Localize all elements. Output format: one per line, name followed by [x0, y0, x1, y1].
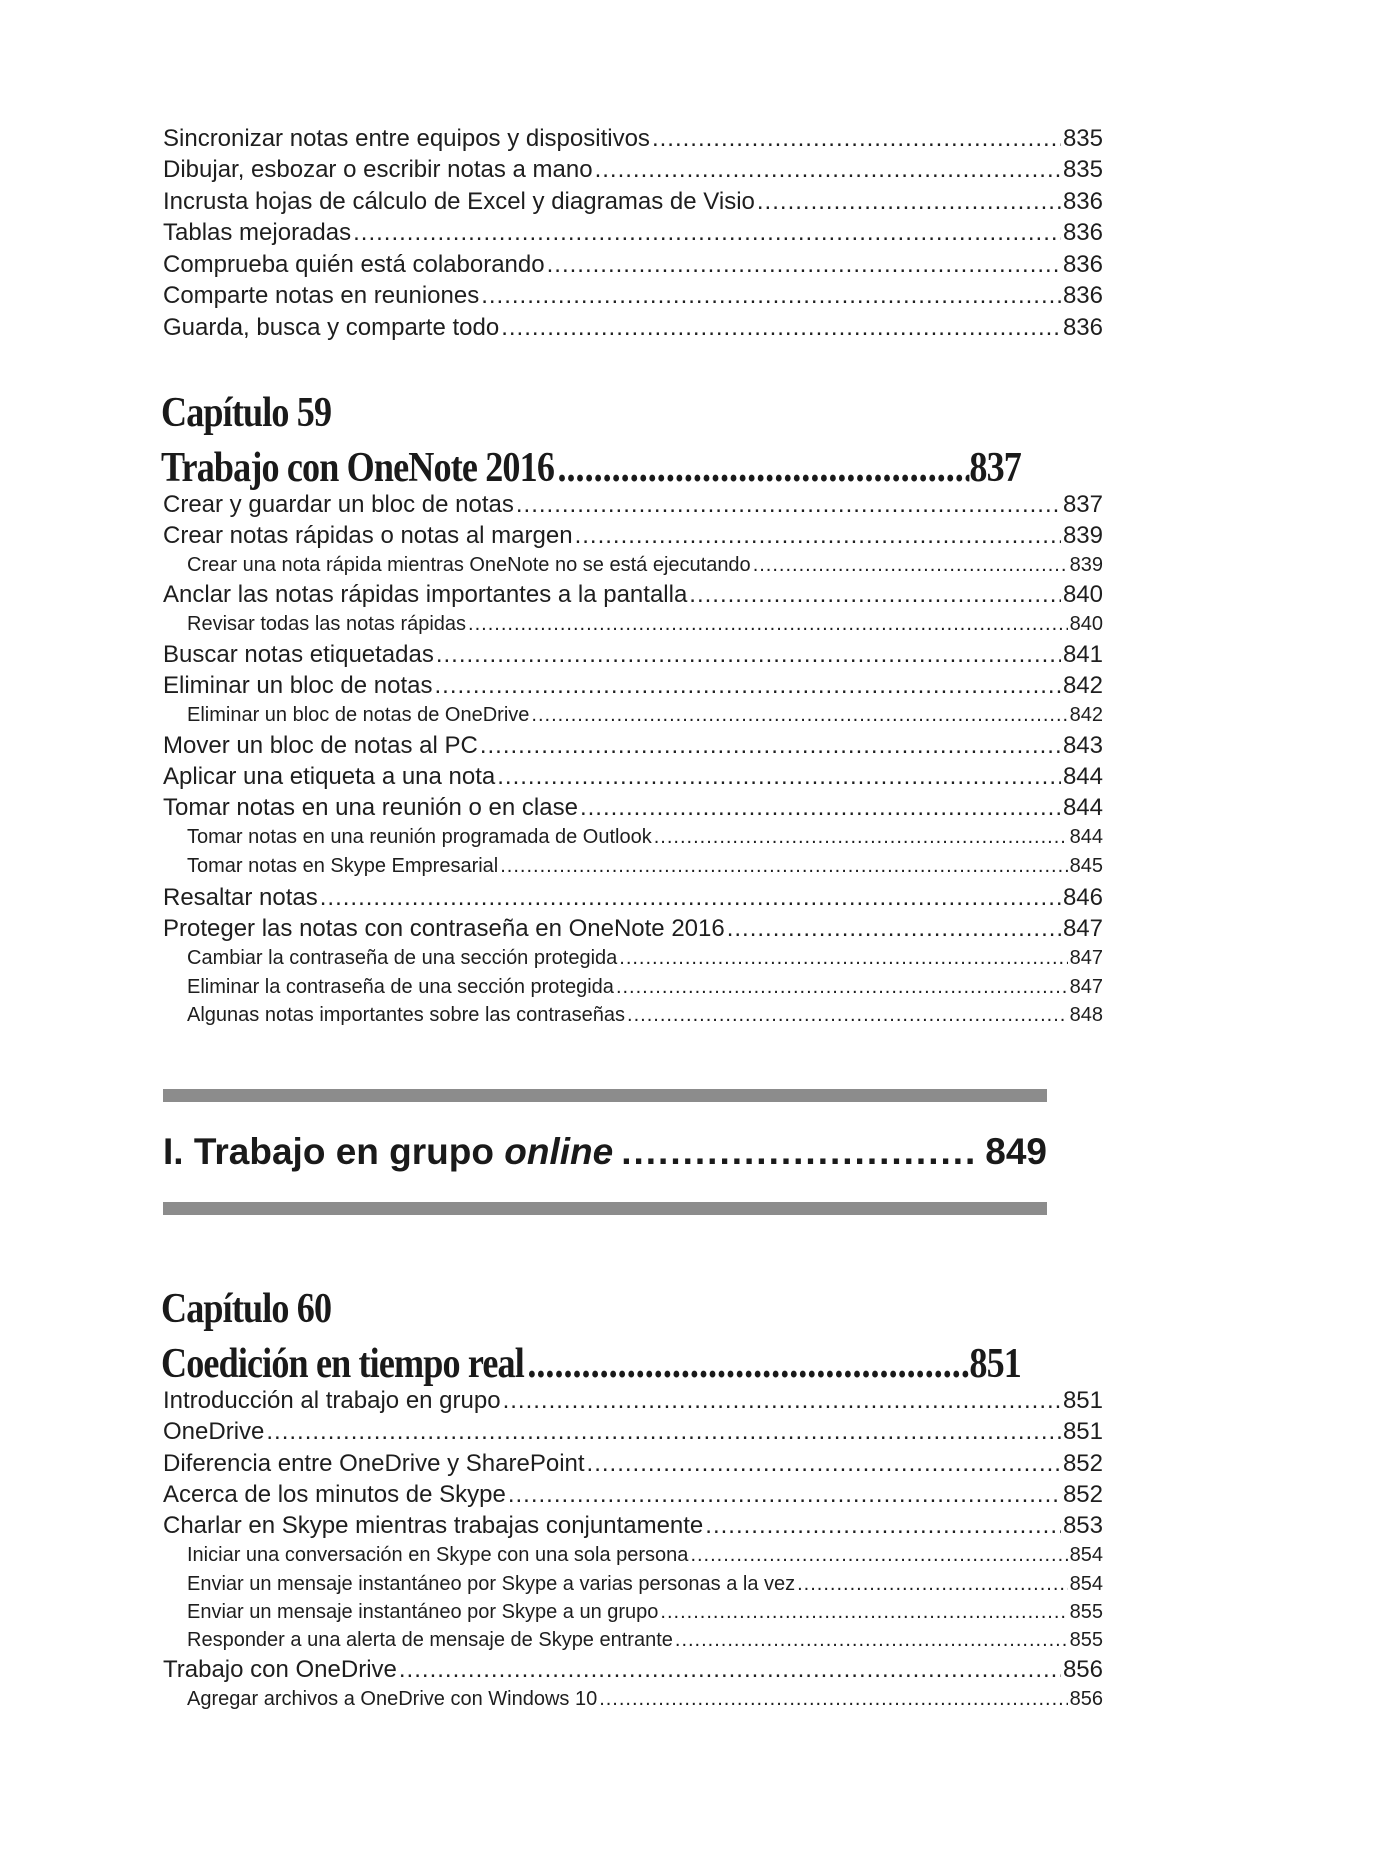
toc-entry-page: 841: [1062, 641, 1103, 668]
dot-leader: [797, 1571, 1068, 1597]
dot-leader: [727, 914, 1061, 944]
toc-entry-page: 837: [1062, 491, 1103, 518]
toc-entry: [163, 1417, 1103, 1447]
toc-entry-page: 848: [1069, 1004, 1103, 1026]
dot-leader: [753, 552, 1068, 578]
toc-entry-page: 847: [1069, 947, 1103, 969]
part-title-text: [163, 1126, 613, 1178]
toc-entry-page: 852: [1062, 1481, 1103, 1508]
toc-entry-title: Comprueba quién está colaborando: [163, 251, 545, 278]
toc-entry-title: Comparte notas en reuniones: [163, 282, 480, 309]
toc-subentry: [187, 702, 1103, 728]
chapter-title: [161, 1337, 1021, 1391]
dot-leader: [497, 762, 1061, 792]
dot-leader: [627, 1002, 1068, 1028]
dot-leader: [547, 250, 1061, 280]
part-top-rule: [163, 1089, 1047, 1102]
toc-entry: [163, 124, 1103, 154]
toc-entry-page: 840: [1062, 581, 1103, 608]
toc-entry: [163, 187, 1103, 217]
toc-entry: [163, 883, 1103, 913]
chapter-title-text: Coedición en tiempo real: [161, 1341, 524, 1387]
toc-subentry: [187, 1627, 1103, 1653]
toc-entry-title: Guarda, busca y comparte todo: [163, 314, 500, 341]
toc-entry-title: Proteger las notas con contraseña en OneNote 2016: [163, 915, 725, 942]
toc-entry: [163, 490, 1103, 520]
toc-entry-page: 840: [1069, 613, 1103, 635]
toc-entry-page: 851: [1062, 1418, 1103, 1445]
dot-leader: [516, 490, 1061, 520]
toc-entry-page: 839: [1069, 554, 1103, 576]
toc-entry-page: 844: [1062, 794, 1103, 821]
dot-leader: [599, 1686, 1067, 1712]
toc-entry-title: Crear notas rápidas o notas al margen: [163, 522, 573, 549]
toc-entry-page: 847: [1062, 915, 1103, 942]
dot-leader: [587, 1449, 1061, 1479]
dot-leader: [690, 1542, 1067, 1568]
toc-entry-title: Aplicar una etiqueta a una nota: [163, 763, 496, 790]
toc-entry-page: 855: [1069, 1629, 1103, 1651]
toc-entry-title: Dibujar, esbozar o escribir notas a mano: [163, 156, 593, 183]
dot-leader: [266, 1417, 1061, 1447]
toc-subentry: [187, 1542, 1103, 1568]
toc-entry-page: 851: [1062, 1387, 1103, 1414]
toc-subentry: [187, 611, 1103, 637]
dot-leader: [619, 945, 1067, 971]
toc-entry-title: Tablas mejoradas: [163, 219, 352, 246]
toc-entry-page: 854: [1069, 1573, 1103, 1595]
dot-leader: [705, 1511, 1061, 1541]
toc-entry: [163, 1655, 1103, 1685]
part-page: 849: [985, 1131, 1047, 1172]
toc-entry-title: Tomar notas en Skype Empresarial: [187, 855, 499, 877]
toc-entry-page: 836: [1062, 282, 1103, 309]
toc-entry-title: Enviar un mensaje instantáneo por Skype a varias personas a la vez: [187, 1573, 796, 1595]
dot-leader: [480, 731, 1061, 761]
toc-subentry: [187, 1571, 1103, 1597]
toc-entry-title: Charlar en Skype mientras trabajas conjuntamente: [163, 1512, 704, 1539]
dot-leader: [580, 793, 1061, 823]
toc-subentry: [187, 974, 1103, 1000]
chapter-title: [161, 441, 1021, 495]
toc-subentry: [187, 1002, 1103, 1028]
toc-entry: [163, 793, 1103, 823]
toc-entry-page: 843: [1062, 732, 1103, 759]
toc-entry-title: Eliminar un bloc de notas de OneDrive: [187, 704, 530, 726]
toc-entry-title: Eliminar un bloc de notas: [163, 672, 433, 699]
toc-entry-page: 836: [1062, 219, 1103, 246]
toc-entry: [163, 640, 1103, 670]
toc-entry-title: Buscar notas etiquetadas: [163, 641, 434, 668]
toc-entry: [163, 1511, 1103, 1541]
part-title-emphasis: online: [504, 1131, 614, 1172]
dot-leader: [500, 853, 1067, 879]
chapter-page: 851: [969, 1341, 1021, 1387]
toc-entry: [163, 580, 1103, 610]
toc-subentry: [187, 945, 1103, 971]
dot-leader: [675, 1627, 1068, 1653]
toc-subentry: [187, 552, 1103, 578]
dot-leader: [399, 1655, 1061, 1685]
toc-entry: [163, 731, 1103, 761]
toc-entry: [163, 313, 1103, 343]
toc-entry-page: 836: [1062, 251, 1103, 278]
toc-entry-page: 853: [1062, 1512, 1103, 1539]
toc-entry: [163, 1480, 1103, 1510]
toc-entry-title: Responder a una alerta de mensaje de Skype entrante: [187, 1629, 673, 1651]
part-title: [163, 1126, 1047, 1178]
toc-entry-page: 844: [1069, 826, 1103, 848]
toc-entry-page: 846: [1062, 884, 1103, 911]
toc-entry: [163, 521, 1103, 551]
dot-leader: [481, 281, 1061, 311]
toc-entry-page: 852: [1062, 1450, 1103, 1477]
toc-entry-title: Eliminar la contraseña de una sección protegida: [187, 976, 614, 998]
toc-entry-title: Enviar un mensaje instantáneo por Skype a un grupo: [187, 1601, 659, 1623]
toc-entry-title: Resaltar notas: [163, 884, 318, 911]
toc-entry-title: Anclar las notas rápidas importantes a la pantalla: [163, 581, 688, 608]
toc-entry-title: Sincronizar notas entre equipos y dispositivos: [163, 125, 650, 152]
chapter-label: Capítulo 59: [161, 390, 332, 436]
dot-leader: [503, 1386, 1061, 1416]
dot-leader: [353, 218, 1061, 248]
toc-entry-title: Cambiar la contraseña de una sección protegida: [187, 947, 618, 969]
chapter-page: 837: [969, 445, 1021, 491]
part-bottom-rule: [163, 1202, 1047, 1215]
toc-subentry: [187, 853, 1103, 879]
toc-subentry: [187, 1686, 1103, 1712]
dot-leader: [689, 580, 1061, 610]
toc-entry-page: 856: [1062, 1656, 1103, 1683]
toc-entry-title: Mover un bloc de notas al PC: [163, 732, 478, 759]
dot-leader: [434, 671, 1060, 701]
toc-entry-title: Trabajo con OneDrive: [163, 1656, 397, 1683]
toc-entry-page: 856: [1069, 1688, 1103, 1710]
toc-entry-page: 839: [1062, 522, 1103, 549]
toc-entry-title: Diferencia entre OneDrive y SharePoint: [163, 1450, 585, 1477]
dot-leader: [616, 974, 1068, 1000]
toc-entry-title: Incrusta hojas de cálculo de Excel y diagramas de Visio: [163, 188, 755, 215]
dot-leader: [621, 1126, 977, 1178]
dot-leader: [436, 640, 1061, 670]
dot-leader: [575, 521, 1061, 551]
dot-leader: [757, 187, 1061, 217]
toc-entry-page: 836: [1062, 314, 1103, 341]
toc-entry-page: 847: [1069, 976, 1103, 998]
dot-leader: [531, 702, 1067, 728]
toc-entry-title: Agregar archivos a OneDrive con Windows 10: [187, 1688, 598, 1710]
dot-leader: [501, 313, 1061, 343]
toc-entry: [163, 1449, 1103, 1479]
toc-entry-page: 845: [1069, 855, 1103, 877]
toc-entry-title: Introducción al trabajo en grupo: [163, 1387, 501, 1414]
toc-entry: [163, 914, 1103, 944]
dot-leader: [557, 441, 969, 495]
toc-entry-title: Revisar todas las notas rápidas: [187, 613, 467, 635]
chapter-label: Capítulo 60: [161, 1286, 332, 1332]
dot-leader: [527, 1337, 969, 1391]
dot-leader: [320, 883, 1061, 913]
toc-subentry: [187, 1599, 1103, 1625]
dot-leader: [508, 1480, 1061, 1510]
toc-entry: [163, 218, 1103, 248]
toc-entry: [163, 671, 1103, 701]
dot-leader: [468, 611, 1068, 637]
toc-entry: [163, 155, 1103, 185]
toc-entry-title: Crear y guardar un bloc de notas: [163, 491, 514, 518]
toc-entry-title: Algunas notas importantes sobre las contraseñas: [187, 1004, 626, 1026]
toc-entry: [163, 250, 1103, 280]
toc-entry-page: 854: [1069, 1544, 1103, 1566]
toc-subentry: [187, 824, 1103, 850]
part-title-prefix: I. Trabajo en grupo: [163, 1131, 505, 1172]
toc-entry-title: Crear una nota rápida mientras OneNote no se está ejecutando: [187, 554, 751, 576]
dot-leader: [660, 1599, 1067, 1625]
chapter-title-text: Trabajo con OneNote 2016: [161, 445, 555, 491]
dot-leader: [652, 124, 1061, 154]
toc-entry-page: 835: [1062, 156, 1103, 183]
toc-entry-title: Iniciar una conversación en Skype con una sola persona: [187, 1544, 689, 1566]
dot-leader: [595, 155, 1061, 185]
toc-entry-page: 835: [1062, 125, 1103, 152]
toc-entry: [163, 1386, 1103, 1416]
toc-entry-title: OneDrive: [163, 1418, 265, 1445]
toc-entry-page: 844: [1062, 763, 1103, 790]
toc-entry-page: 842: [1062, 672, 1103, 699]
toc-entry-page: 855: [1069, 1601, 1103, 1623]
toc-entry-title: Tomar notas en una reunión programada de Outlook: [187, 826, 652, 848]
toc-entry-title: Acerca de los minutos de Skype: [163, 1481, 506, 1508]
toc-entry-page: 842: [1069, 704, 1103, 726]
toc-entry: [163, 762, 1103, 792]
toc-entry-page: 836: [1062, 188, 1103, 215]
dot-leader: [654, 824, 1068, 850]
toc-entry: [163, 281, 1103, 311]
toc-entry-title: Tomar notas en una reunión o en clase: [163, 794, 578, 821]
